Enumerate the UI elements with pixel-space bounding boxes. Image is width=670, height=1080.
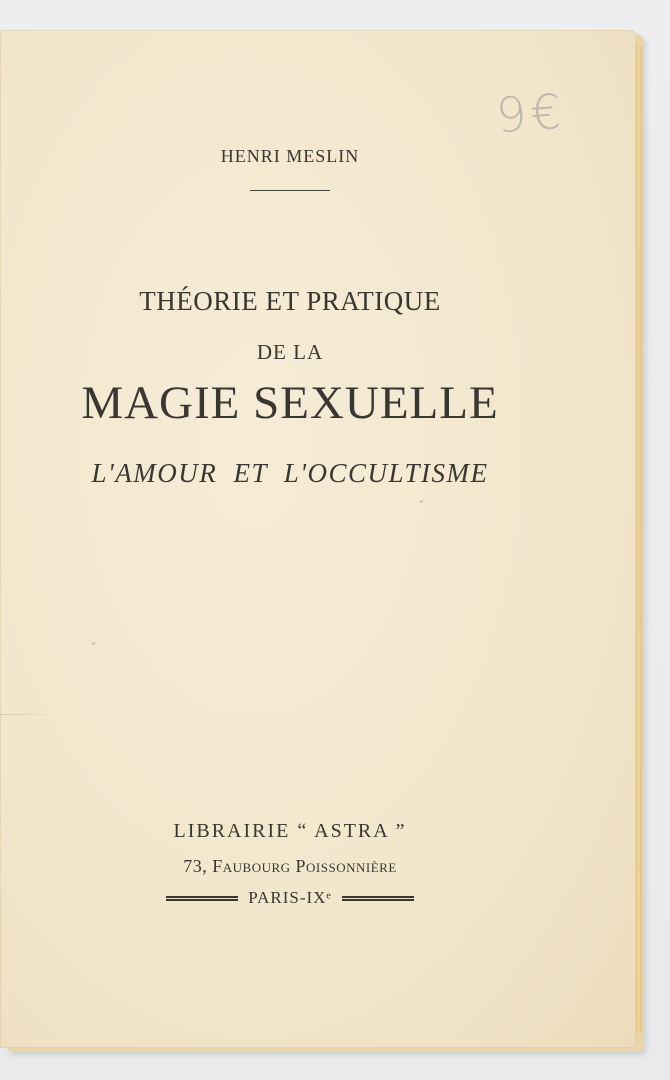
publisher-city-row <box>0 888 580 908</box>
author-divider <box>250 190 330 191</box>
subtitle: L'AMOUR ET L'OCCULTISME <box>91 458 489 488</box>
title-line-2: DE LA <box>256 340 324 364</box>
title-page <box>0 30 636 1048</box>
address-number: 73, <box>183 856 208 876</box>
publisher-address <box>0 856 580 877</box>
paper-speck <box>92 642 95 645</box>
paper-crease <box>0 714 60 715</box>
title-line-1: THÉORIE ET PRATIQUE <box>139 286 441 316</box>
paper-speck <box>420 500 423 503</box>
address-street: Faubourg Poissonnière <box>212 856 397 876</box>
main-title: MAGIE SEXUELLE <box>81 377 499 429</box>
right-double-rule <box>342 896 414 901</box>
pencil-price-mark: 9€ <box>494 83 567 145</box>
left-double-rule <box>166 896 238 901</box>
publisher-city: PARIS-IXᵉ <box>248 888 332 907</box>
publisher-name: LIBRAIRIE “ ASTRA ” <box>173 820 407 842</box>
author-name: HENRI MESLIN <box>220 146 360 166</box>
